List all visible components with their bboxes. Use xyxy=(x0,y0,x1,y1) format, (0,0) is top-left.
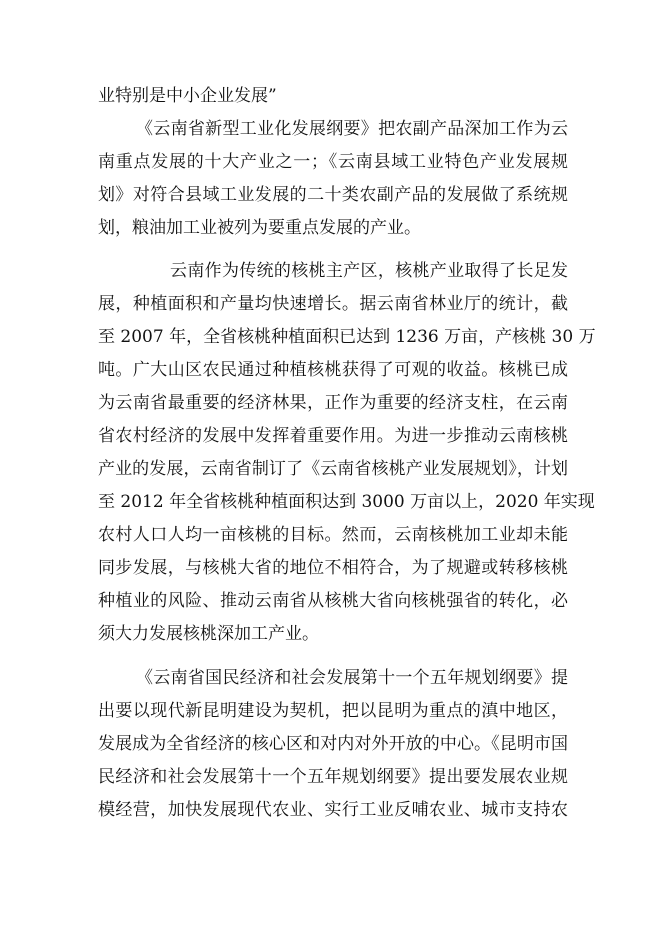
text-line: 划，粮油加工业被列为要重点发展的产业。 xyxy=(98,218,421,238)
text-line: 划》对符合县域工业发展的二十类农副产品的发展做了系统规 xyxy=(98,185,568,205)
text-line: 吨。广大山区农民通过种植核桃获得了可观的收益。核桃已成 xyxy=(98,360,568,380)
text-line: 须大力发展核桃深加工产业。 xyxy=(98,624,319,644)
text-line: 种植业的风险、推动云南省从核桃大省向核桃强省的转化，必 xyxy=(98,591,568,611)
text-line: 《云南省新型工业化发展纲要》把农副产品深加工作为云 xyxy=(136,119,568,139)
text-line: 同步发展，与核桃大省的地位不相符合，为了规避或转移核桃 xyxy=(98,558,568,578)
text-line: 云南作为传统的核桃主产区，核桃产业取得了长足发 xyxy=(170,261,568,281)
text-line: 业特别是中小企业发展” xyxy=(98,86,277,106)
text-line: 产业的发展，云南省制订了《云南省核桃产业发展规划》，计划 xyxy=(98,459,568,479)
text-line: 《云南省国民经济和社会发展第十一个五年规划纲要》提 xyxy=(136,668,568,688)
text-line: 发展成为全省经济的核心区和对内对外开放的中心。《昆明市国 xyxy=(98,734,568,754)
text-line: 民经济和社会发展第十一个五年规划纲要》提出要发展农业规 xyxy=(98,767,568,787)
text-line: 出要以现代新昆明建设为契机，把以昆明为重点的滇中地区， xyxy=(98,701,568,721)
text-line: 农村人口人均一亩核桃的目标。然而，云南核桃加工业却未能 xyxy=(98,525,568,545)
text-line: 模经营，加快发展现代农业、实行工业反哺农业、城市支持农 xyxy=(98,800,568,820)
text-line: 至 2012 年全省核桃种植面积达到 3000 万亩以上，2020 年实现 xyxy=(98,492,595,512)
text-line: 省农村经济的发展中发挥着重要作用。为进一步推动云南核桃 xyxy=(98,426,568,446)
text-line: 至 2007 年，全省核桃种植面积已达到 1236 万亩，产核桃 30 万 xyxy=(98,327,596,347)
text-line: 南重点发展的十大产业之一；《云南县域工业特色产业发展规 xyxy=(98,152,568,172)
text-line: 展，种植面积和产量均快速增长。据云南省林业厅的统计，截 xyxy=(98,294,568,314)
text-line: 为云南省最重要的经济林果，正作为重要的经济支柱，在云南 xyxy=(98,393,568,413)
